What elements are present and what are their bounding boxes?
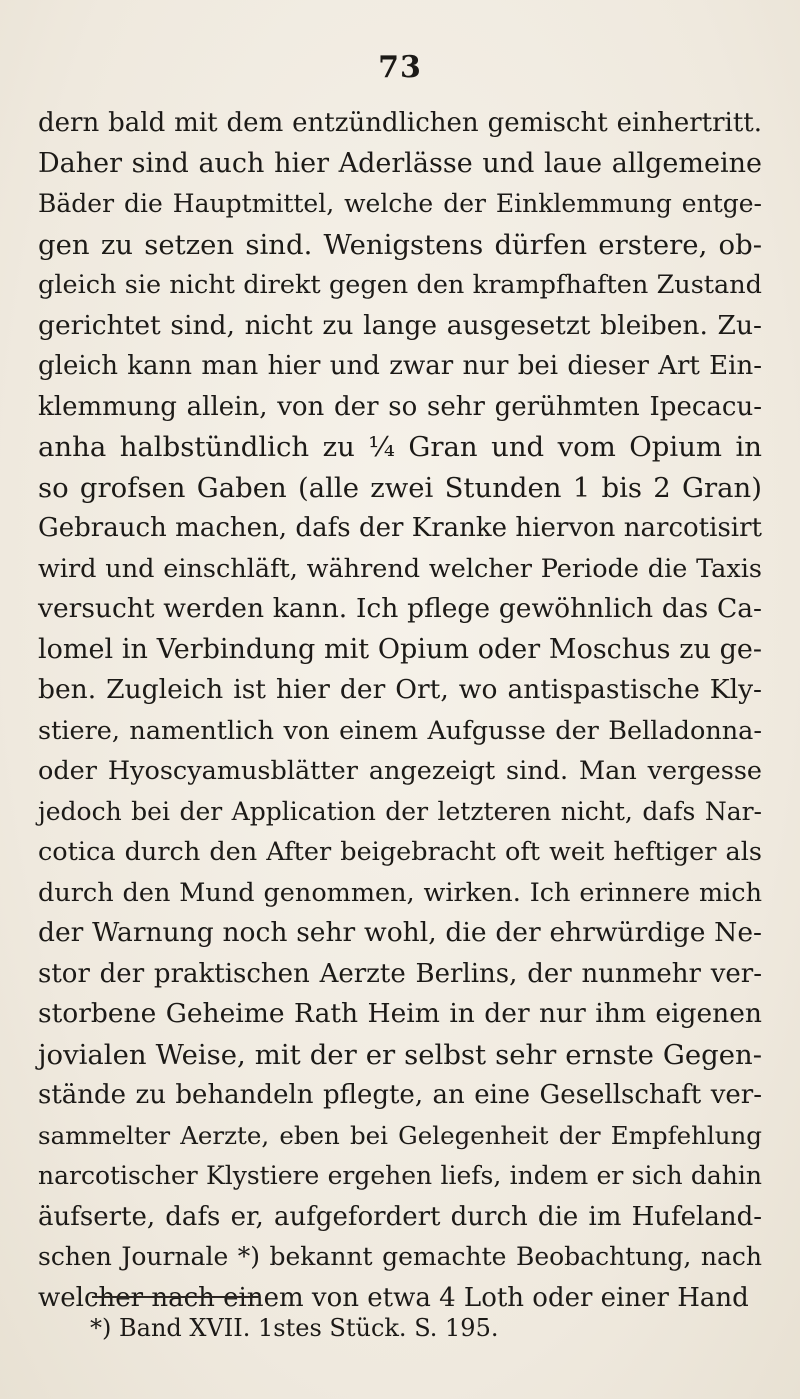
- text-line: oder Hyoscyamusblätter angezeigt sind. Man vergesse: [38, 756, 762, 786]
- text-line: gen zu setzen sind. Wenigstens dürfen erstere, ob-: [38, 228, 762, 261]
- text-line: sammelter Aerzte, eben bei Gelegenheit der Empfehlung: [38, 1120, 762, 1150]
- footnote: *) Band XVII. 1stes Stück. S. 195.: [90, 1314, 499, 1342]
- text-line: gerichtet sind, nicht zu lange ausgesetzt bleiben. Zu-: [38, 309, 762, 341]
- text-line: lomel in Verbindung mit Opium oder Moschus zu ge-: [38, 633, 762, 665]
- text-line: der Warnung noch sehr wohl, die der ehrwürdige Ne-: [38, 917, 762, 948]
- text-line: versucht werden kann. Ich pflege gewöhnlich das Ca-: [38, 593, 762, 624]
- text-line: wird und einschläft, während welcher Periode die Taxis: [38, 553, 762, 584]
- text-line: klemmung allein, von der so sehr gerühmten Ipecacu-: [38, 391, 762, 422]
- body-text: [38, 103, 762, 1318]
- text-line: ben. Zugleich ist hier der Ort, wo antispastische Kly-: [38, 674, 762, 705]
- text-line: so grofsen Gaben (alle zwei Stunden 1 bis 2 Gran): [38, 471, 762, 504]
- text-line: stiere, namentlich von einem Aufgusse der Belladonna-: [38, 715, 762, 746]
- text-line: Bäder die Hauptmittel, welche der Einklemmung entge-: [38, 189, 762, 218]
- text-line: anha halbstündlich zu ¼ Gran und vom Opium in: [38, 431, 762, 463]
- text-line: durch den Mund genommen, wirken. Ich erinnere mich: [38, 877, 762, 908]
- text-line: gleich kann man hier und zwar nur bei dieser Art Ein-: [38, 351, 762, 381]
- text-line: narcotischer Klystiere ergehen liefs, indem er sich dahin: [38, 1161, 762, 1190]
- page-number: 73: [378, 50, 422, 85]
- text-line: cotica durch den After beigebracht oft weit heftiger als: [38, 837, 762, 867]
- text-line: welcher nach einem von etwa 4 Loth oder einer Hand: [38, 1282, 749, 1313]
- text-line: storbene Geheime Rath Heim in der nur ihm eigenen: [38, 998, 762, 1029]
- text-line: gleich sie nicht direkt gegen den krampfhaften Zustand: [38, 270, 762, 300]
- text-line: jedoch bei der Application der letzteren nicht, dafs Nar-: [38, 796, 762, 826]
- text-line: Gebrauch machen, dafs der Kranke hiervon narcotisirt: [38, 513, 762, 543]
- text-line: jovialen Weise, mit der er selbst sehr ernste Gegen-: [38, 1038, 762, 1071]
- text-line: dern bald mit dem entzündlichen gemischt einhertritt.: [38, 108, 762, 138]
- text-line: stor der praktischen Aerzte Berlins, der nunmehr ver-: [38, 958, 762, 989]
- text-line: stände zu behandeln pflegte, an eine Gesellschaft ver-: [38, 1080, 762, 1110]
- text-line: äufserte, dafs er, aufgefordert durch die im Hufeland-: [38, 1201, 762, 1232]
- text-line: schen Journale *) bekannt gemachte Beobachtung, nach: [38, 1242, 762, 1271]
- footnote-divider: [92, 1296, 260, 1298]
- text-line: Daher sind auch hier Aderlässe und laue allgemeine: [38, 147, 762, 179]
